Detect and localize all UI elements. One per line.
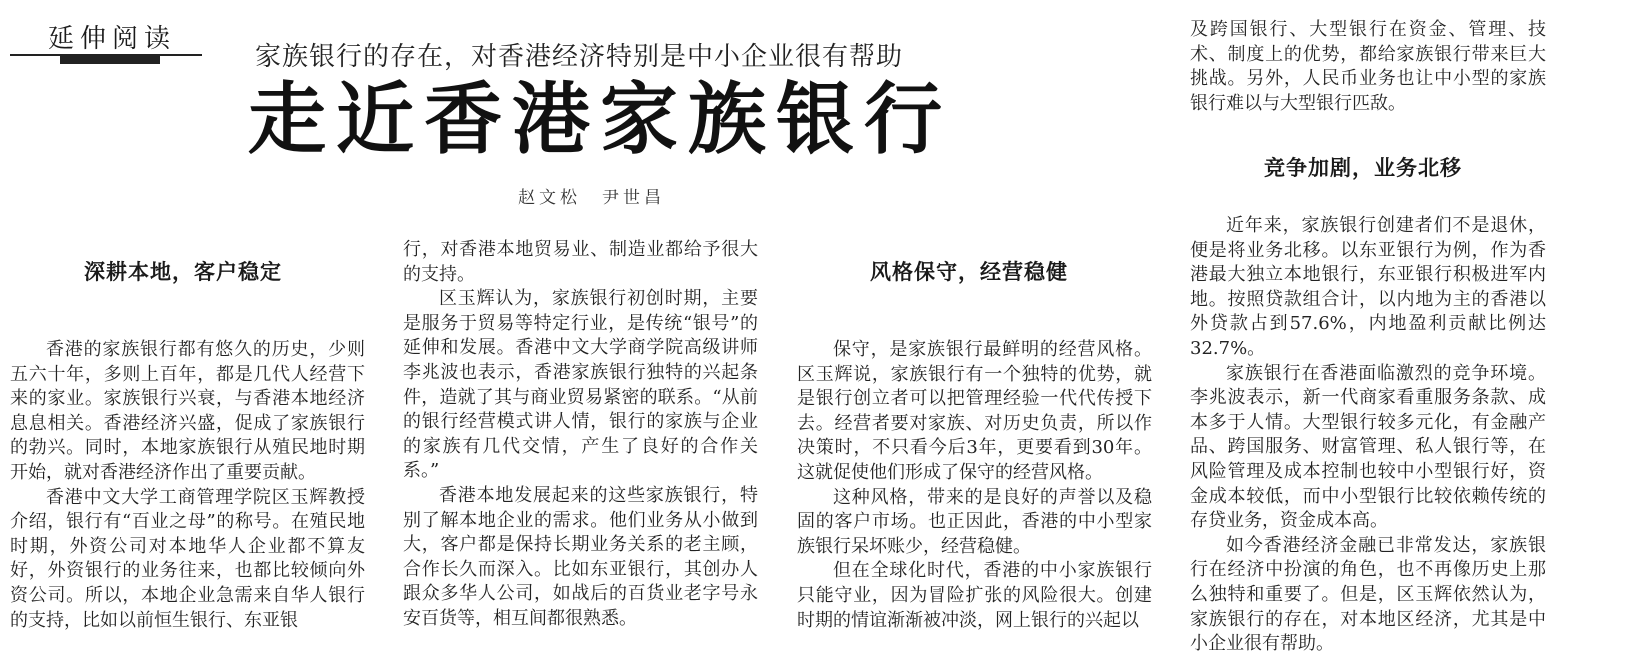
- paragraph: 区玉辉认为，家族银行初创时期，主要是服务于贸易等特定行业，是传统“银号”的延伸和发展。香港中文大学商学院高级讲师李兆波也表示，香港家族银行独特的兴起条件，造就了其与商业贸易紧密的联系。“从前的银行经营模式讲人情，银行的家族与企业的家族有几代交情，产生了良好的合作关系。”: [403, 288, 758, 482]
- article-subtitle: 家族银行的存在，对香港经济特别是中小企业很有帮助: [255, 42, 904, 72]
- paragraph: 但在全球化时代，香港的中小家族银行只能守业，因为冒险扩张的风险很大。创建时期的情谊渐渐被冲淡，网上银行的兴起以: [797, 560, 1152, 631]
- paragraph: 保守，是家族银行最鲜明的经营风格。区玉辉说，家族银行有一个独特的优势，就是银行创立者可以把管理经验一代代传授下去。经营者要对家族、对历史负责，所以作决策时，不只看今后3年，更要看到30年。这就促使他们形成了保守的经营风格。: [797, 339, 1152, 483]
- column-4: [1190, 214, 1546, 657]
- section-heading-conservative-style: 风格保守，经营稳健: [870, 260, 1068, 284]
- paragraph: 香港本地发展起来的这些家族银行，特别了解本地企业的需求。他们业务从小做到大，客户都是保持长期业务关系的老主顾，合作长久而深入。比如东亚银行，其创办人跟众多华人公司，如战后的百货业老字号永安百货等，相互间都很熟悉。: [403, 484, 758, 629]
- column-1: [10, 338, 365, 633]
- section-tag-bar: [60, 56, 160, 64]
- paragraph: 近年来，家族银行创建者们不是退休，便是将业务北移。以东亚银行为例，作为香港最大独立本地银行，东亚银行积极进军内地。按照贷款组合计，以内地为主的香港以外贷款占到57.6%，内地盈利贡献比例达32.7%。: [1190, 215, 1546, 359]
- section-heading-competition: 竞争加剧，业务北移: [1264, 156, 1462, 180]
- paragraph: 家族银行在香港面临激烈的竞争环境。李兆波表示，新一代商家看重服务条款、成本多于人情。大型银行较多元化，有金融产品、跨国服务、财富管理、私人银行等，在风险管理及成本控制也较中小型银行好，资金成本较低，而中小型银行比较依赖传统的存贷业务，资金成本高。: [1190, 362, 1546, 532]
- paragraph: 行，对香港本地贸易业、制造业都给予很大的支持。: [403, 239, 758, 285]
- paragraph: 这种风格，带来的是良好的声誉以及稳固的客户市场。也正因此，香港的中小型家族银行呆坏账少，经营稳健。: [797, 486, 1152, 557]
- paragraph: 如今香港经济金融已非常发达，家族银行在经济中扮演的角色，也不再像历史上那么独特和重要了。但是，区玉辉依然认为，家族银行的存在，对本地区经济，尤其是中小企业很有帮助。: [1190, 534, 1546, 655]
- article-authors: 赵文松 尹世昌: [518, 188, 665, 208]
- article-title: 走近香港家族银行: [248, 75, 953, 165]
- column-2: [403, 238, 758, 632]
- section-tag: 延伸阅读: [48, 24, 177, 54]
- section-heading-local-clients: 深耕本地，客户稳定: [84, 260, 282, 284]
- column-3: [797, 338, 1152, 633]
- paragraph: 香港中文大学工商管理学院区玉辉教授介绍，银行有“百业之母”的称号。在殖民地时期，外资公司对本地华人企业都不算友好，外资银行的业务往来，也都比较倾向外资公司。所以，本地企业急需来自华人银行的支持，比如以前恒生银行、东亚银: [10, 486, 365, 631]
- paragraph: 香港的家族银行都有悠久的历史，少则五六十年，多则上百年，都是几代人经营下来的家业。家族银行兴衰，与香港本地经济息息相关。香港经济兴盛，促成了家族银行的勃兴。同时，本地家族银行从殖民地时期开始，就对香港经济作出了重要贡献。: [10, 339, 365, 483]
- column-4-top: [1190, 18, 1546, 116]
- paragraph: 及跨国银行、大型银行在资金、管理、技术、制度上的优势，都给家族银行带来巨大挑战。另外，人民币业务也让中小型的家族银行难以与大型银行匹敌。: [1190, 19, 1546, 114]
